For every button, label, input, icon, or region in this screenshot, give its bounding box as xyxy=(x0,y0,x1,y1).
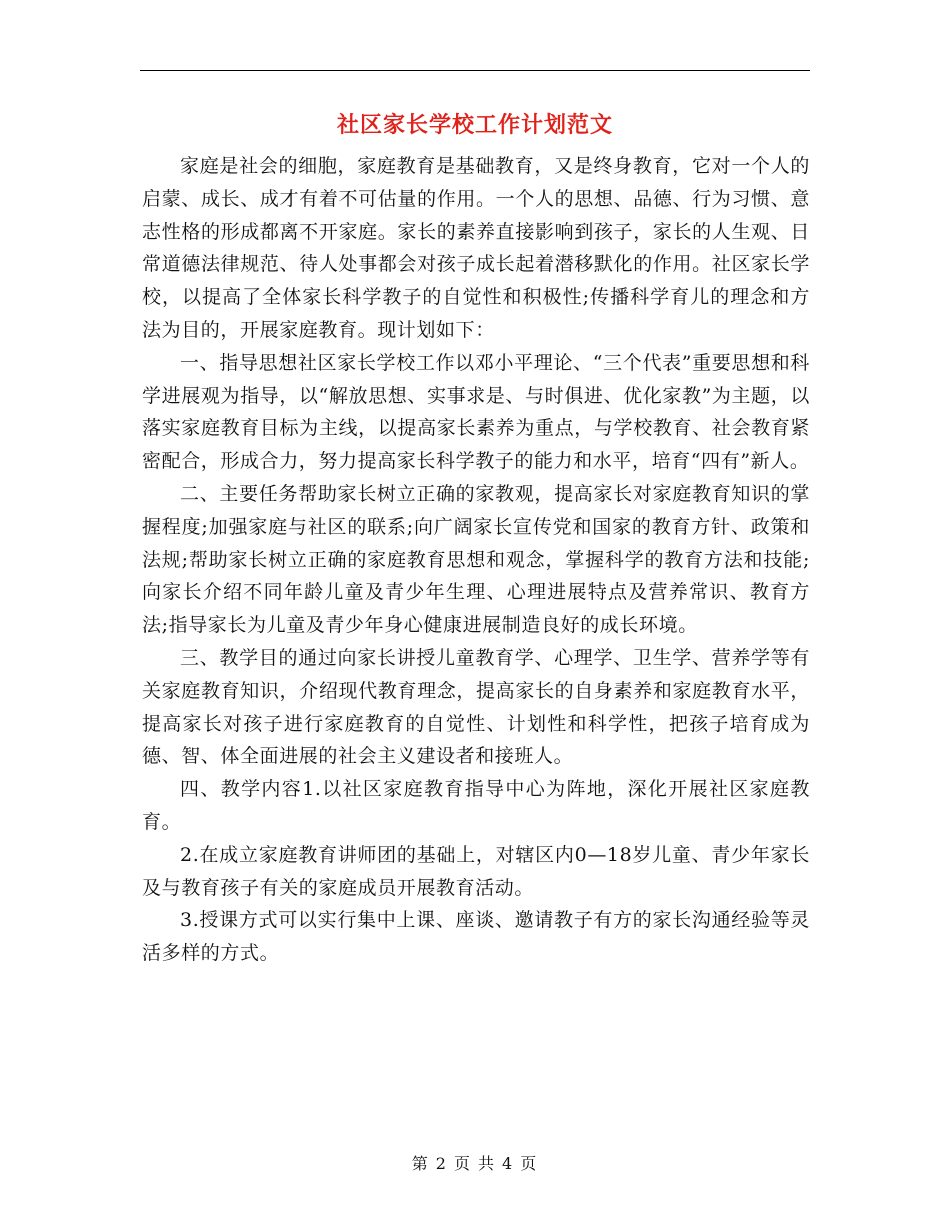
footer-page-number: 2 xyxy=(435,1154,448,1173)
footer-total-prefix: 共 xyxy=(478,1154,497,1173)
footer-page-unit: 页 xyxy=(453,1154,472,1173)
footer-prefix: 第 xyxy=(411,1154,430,1173)
paragraph-teaching-purpose: 三、教学目的通过向家长讲授儿童教育学、心理学、卫生学、营养学等有关家庭教育知识，介绍现代教育理念，提高家长的自身素养和家庭教育水平，提高家长对孩子进行家庭教育的自觉性、计划性和科学性，把孩子培育成为德、智、体全面进展的社会主义建设者和接班人。 xyxy=(142,646,810,768)
paragraph-main-tasks: 二、主要任务帮助家长树立正确的家教观，提高家长对家庭教育知识的掌握程度;加强家庭与社区的联系;向广阔家长宣传党和国家的教育方针、政策和法规;帮助家长树立正确的家庭教育思想和观念，掌握科学的教育方法和技能;向家长介绍不同年龄儿童及青少年生理、心理进展特点及营养常识、教育方法;指导家长为儿童及青少年身心健康进展制造良好的成长环境。 xyxy=(142,482,810,637)
paragraph-intro: 家庭是社会的细胞，家庭教育是基础教育，又是终身教育，它对一个人的启蒙、成长、成才有着不可估量的作用。一个人的思想、品德、行为习惯、意志性格的形成都离不开家庭。家长的素养直接影响到孩子，家长的人生观、日常道德法律规范、待人处事都会对孩子成长起着潜移默化的作用。社区家长学校，以提高了全体家长科学教子的自觉性和积极性;传播科学育儿的理念和方法为目的，开展家庭教育。现计划如下： xyxy=(142,155,810,341)
footer-total-pages: 4 xyxy=(502,1154,515,1173)
document-title: 社区家长学校工作计划范文 xyxy=(336,112,613,138)
footer-total-unit: 页 xyxy=(520,1154,539,1173)
document-body xyxy=(142,150,810,970)
paragraph-teaching-content: 四、教学内容1.以社区家庭教育指导中心为阵地，深化开展社区家庭教育。 xyxy=(142,778,810,833)
header-rule xyxy=(140,70,810,71)
paragraph-content-item-2: 2.在成立家庭教育讲师团的基础上，对辖区内0—18岁儿童、青少年家长及与教育孩子有关的家庭成员开展教育活动。 xyxy=(142,843,810,899)
page-footer xyxy=(0,1152,950,1176)
paragraph-guiding-thought: 一、指导思想社区家长学校工作以邓小平理论、“三个代表”重要思想和科学进展观为指导，以“解放思想、实事求是、与时俱进、优化家教”为主题，以落实家庭教育目标为主线，以提高家长素养为重点，与学校教育、社会教育紧密配合，形成合力，努力提高家长科学教子的能力和水平，培育“四有”新人。 xyxy=(142,351,810,473)
paragraph-content-item-3: 3.授课方式可以实行集中上课、座谈、邀请教子有方的家长沟通经验等灵活多样的方式。 xyxy=(142,909,810,965)
